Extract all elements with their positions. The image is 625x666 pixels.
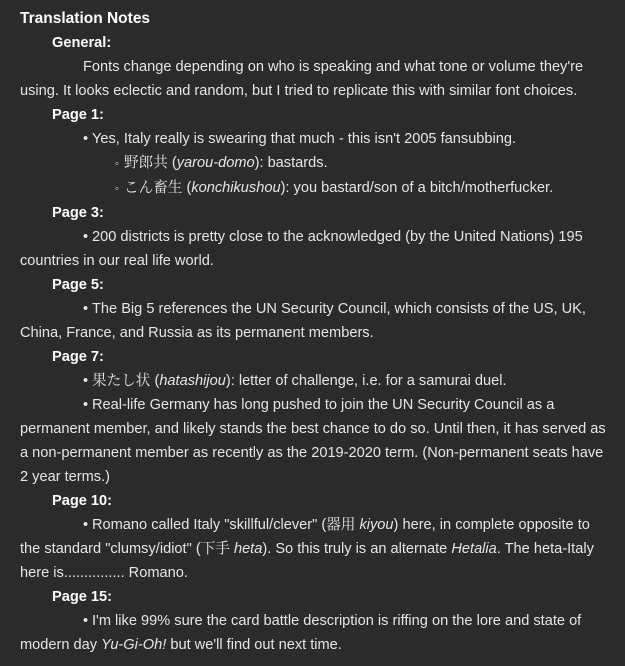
section-heading-page-10: Page 10: (52, 493, 113, 509)
page-3-bullet (20, 225, 611, 273)
bullet-icon: • (83, 613, 89, 629)
page-title: Translation Notes (20, 10, 151, 27)
bullet-text: Yes, Italy really is swearing that much - this isn't 2005 fansubbing. (92, 131, 517, 147)
romaji-term: hatashijou (159, 373, 226, 389)
title-italic: Hetalia (451, 541, 497, 557)
bullet-text-part: . The heta-Italy here is............... Romano. (20, 541, 594, 581)
bullet-icon: • (83, 397, 89, 413)
page-7-bullet-hatashijou: • 果たし状 (hatashijou): letter of challenge, i.e. for a samurai duel. (20, 369, 611, 393)
section-heading-page-1: Page 1: (52, 107, 104, 123)
bullet-text: Real-life Germany has long pushed to join the UN Security Council as a permanent member, and likely stands the best chance to do so. Until then, it has served as a non-permanent member as recently as the 2019-2020 term. (Non-permanent seats have 2 year terms.) (20, 397, 606, 485)
bullet-text-part: but we'll find out next time. (166, 637, 342, 653)
bullet-icon: • (83, 131, 89, 147)
japanese-term: 野郎共 (124, 155, 168, 171)
bullet-icon: • (83, 373, 89, 389)
bullet-text: The Big 5 references the UN Security Council, which consists of the US, UK, China, France, and Russia as its permanent members. (20, 301, 586, 341)
page-5-bullet (20, 297, 611, 345)
bullet-text: 200 districts is pretty close to the acknowledged (by the United Nations) 195 countries in our real life world. (20, 229, 583, 269)
page-10-bullet (20, 513, 611, 585)
bullet-icon: • (83, 229, 89, 245)
japanese-term: 果たし状 (92, 373, 151, 389)
bullet-text-part: I'm like 99% sure the card battle description is riffing on the lore and state of modern day (20, 613, 582, 653)
bullet-text-part: Romano called Italy "skillful/clever" (器用 (92, 517, 360, 533)
section-heading-general: General: (52, 35, 112, 51)
romaji-term: kiyou (359, 517, 394, 533)
page-7-bullet-germany (20, 393, 611, 489)
term-meaning: ): you bastard/son of a bitch/motherfucker. (280, 180, 554, 196)
bullet-text-part: ) here, in complete opposite to the standard "clumsy/idiot" (下手 (20, 517, 590, 557)
page-1-sub-bullet-yarou: ◦ 野郎共 (yarou-domo): bastards. (20, 151, 611, 176)
section-heading-page-5: Page 5: (52, 277, 104, 293)
sub-bullet-icon: ◦ (115, 158, 119, 170)
japanese-term: こん畜生 (124, 180, 183, 196)
section-heading-page-3: Page 3: (52, 205, 104, 221)
bullet-icon: • (83, 517, 89, 533)
page-1-sub-bullet-konchikushou: ◦ こん畜生 (konchikushou): you bastard/son of a bitch/motherfucker. (20, 176, 611, 201)
romaji-term: yarou-domo (176, 155, 255, 171)
page-15-bullet (20, 609, 611, 657)
term-meaning: ): letter of challenge, i.e. for a samurai duel. (225, 373, 507, 389)
sub-bullet-icon: ◦ (115, 183, 119, 195)
page-1-bullet (20, 127, 611, 151)
section-heading-page-7: Page 7: (52, 349, 104, 365)
term-meaning: ): bastards. (254, 155, 328, 171)
romaji-term: konchikushou (191, 180, 281, 196)
section-heading-page-15: Page 15: (52, 589, 113, 605)
title-italic: Yu-Gi-Oh! (101, 637, 167, 653)
bullet-text-part: ). So this truly is an alternate (262, 541, 452, 557)
general-paragraph: Fonts change depending on who is speaking and what tone or volume they're using. It looks eclectic and random, but I tried to replicate this with similar font choices. (20, 59, 584, 99)
romaji-term: heta (233, 541, 263, 557)
bullet-icon: • (83, 301, 89, 317)
